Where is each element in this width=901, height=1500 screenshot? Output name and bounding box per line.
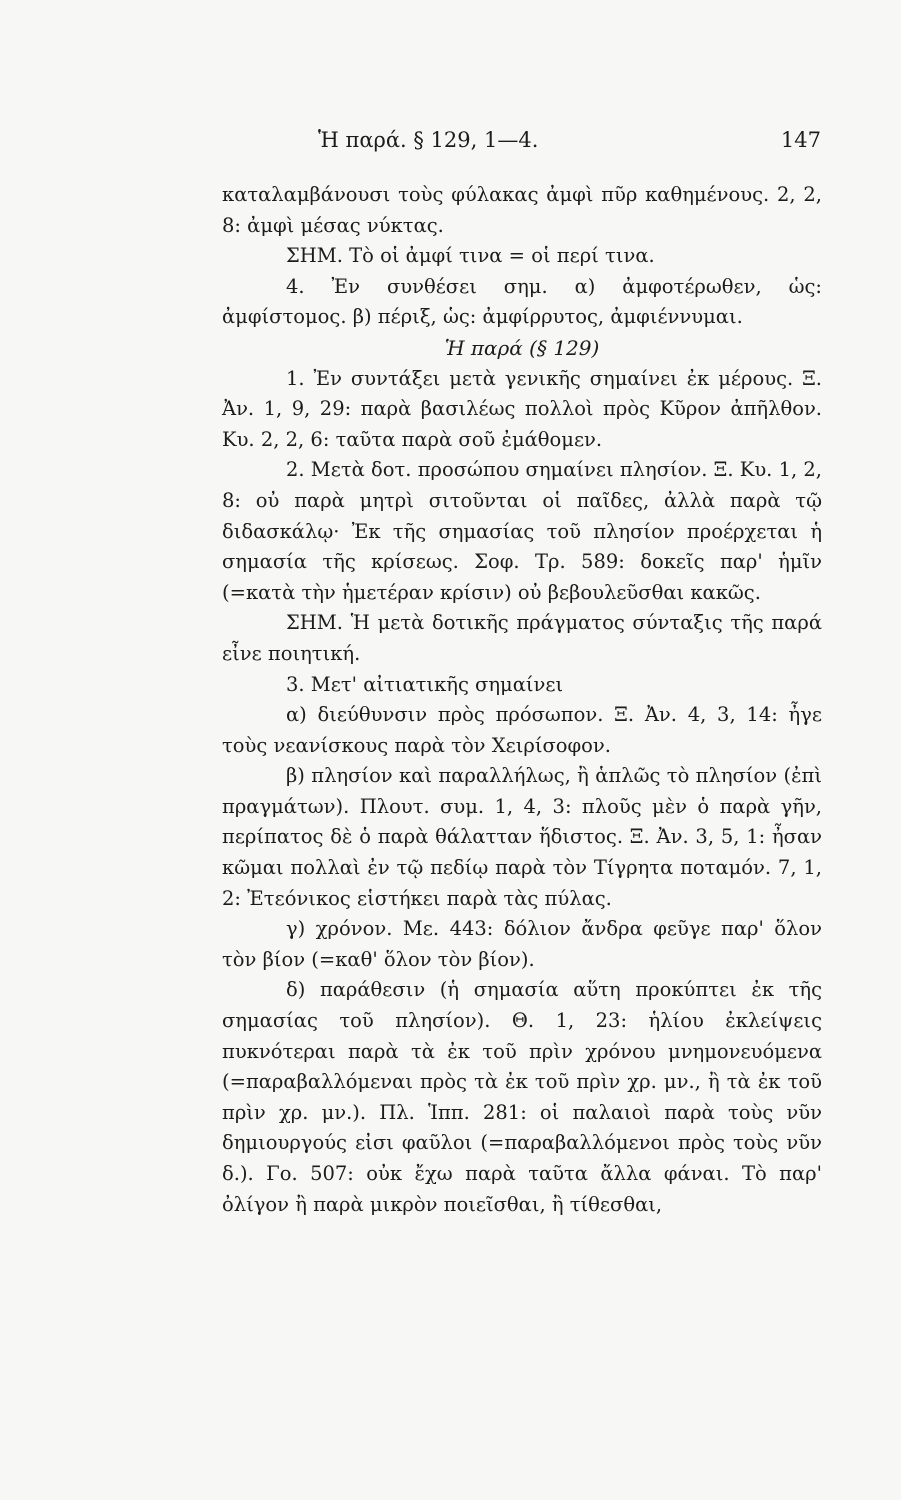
- paragraph-point-2: 2. Μετὰ δοτ. προσώπου σημαίνει πλησίον. Ξ. Κυ. 1, 2, 8: οὐ παρὰ μητρὶ σιτοῦνται οἱ παῖδες, ἀλλὰ παρὰ τῷ διδασκάλῳ· Ἐκ τῆς σημασίας τοῦ πλησίον προέρχεται ἡ σημασία τῆς κρίσεως. Σοφ. Τρ. 589: δοκεῖς παρ' ἡμῖν (=κατὰ τὴν ἡμετέραν κρίσιν) οὐ βεβουλεῦσθαι κακῶς.: [222, 458, 822, 604]
- paragraph-point-4: 4. Ἐν συνθέσει σημ. α) ἀμφοτέρωθεν, ὡς: ἀμφίστομος. β) πέριξ, ὡς: ἀμφίρρυτος, ἀμφιέννυμαι.: [222, 274, 822, 329]
- paragraph-point-3: 3. Μετ' αἰτιατικῆς σημαίνει: [286, 672, 564, 696]
- note-paragraph: ΣΗΜ. Ἡ μετὰ δοτικῆς πράγματος σύνταξις τῆς παρά εἶνε ποιητική.: [222, 611, 822, 665]
- subpoint-c: γ) χρόνον. Με. 443: δόλιον ἄνδρα φεῦγε παρ' ὅλον τὸν βίον (=καθ' ὅλον τὸν βίον).: [222, 917, 822, 971]
- page-number: 147: [780, 128, 821, 152]
- section-heading: Ἡ παρά (§ 129): [444, 335, 600, 360]
- paragraph-point-1: 1. Ἐν συντάξει μετὰ γενικῆς σημαίνει ἐκ μέρους. Ξ. Ἀν. 1, 9, 29: παρὰ βασιλέως πολλοὶ πρὸς Κῦρον ἀπῆλθον. Κυ. 2, 2, 6: ταῦτα παρὰ σοῦ ἐμάθομεν.: [222, 366, 822, 451]
- page-header: [0, 128, 901, 158]
- paragraph-continuation: καταλαμβάνουσι τοὺς φύλακας ἀμφὶ πῦρ καθημένους. 2, 2, 8: ἀμφὶ μέσας νύκτας.: [222, 183, 822, 237]
- note-paragraph: ΣΗΜ. Τὸ οἱ ἀμφί τινα = οἱ περί τινα.: [286, 244, 655, 268]
- running-title: Ἡ παρά. § 129, 1—4.: [318, 128, 539, 152]
- page-body: [222, 180, 822, 1220]
- subpoint-a: α) διεύθυνσιν πρὸς πρόσωπον. Ξ. Ἀν. 4, 3, 14: ἦγε τοὺς νεανίσκους παρὰ τὸν Χειρίσοφον.: [222, 703, 822, 757]
- subpoint-d: δ) παράθεσιν (ἡ σημασία αὕτη προκύπτει ἐκ τῆς σημασίας τοῦ πλησίον). Θ. 1, 23: ἡλίου ἐκλείψεις πυκνότεραι παρὰ τὰ ἐκ τοῦ πρὶν χρόνου μνημονευόμενα (=παραβαλλόμεναι πρὸς τὰ ἐκ τοῦ πρὶν χρ. μν., ἢ τὰ ἐκ τοῦ πρὶν χρ. μν.). Πλ. Ἱππ. 281: οἱ παλαιοὶ παρὰ τοὺς νῦν δημιουργούς εἰσι φαῦλοι (=παραβαλλόμενοι πρὸς τοὺς νῦν δ.). Γο. 507: οὐκ ἔχω παρὰ ταῦτα ἄλλα φάναι. Τὸ παρ' ὀλίγον ἢ παρὰ μικρὸν ποιεῖσθαι, ἢ τίθεσθαι,: [222, 978, 822, 1216]
- subpoint-b: β) πλησίον καὶ παραλλήλως, ἢ ἁπλῶς τὸ πλησίον (ἐπὶ πραγμάτων). Πλουτ. συμ. 1, 4, 3: πλοῦς μὲν ὁ παρὰ γῆν, περίπατος δὲ ὁ παρὰ θάλατταν ἥδιστος. Ξ. Ἀν. 3, 5, 1: ἦσαν κῶμαι πολλαὶ ἐν τῷ πεδίῳ παρὰ τὸν Τίγρητα ποταμόν. 7, 1, 2: Ἐτεόνικος εἱστήκει παρὰ τὰς πύλας.: [222, 764, 822, 910]
